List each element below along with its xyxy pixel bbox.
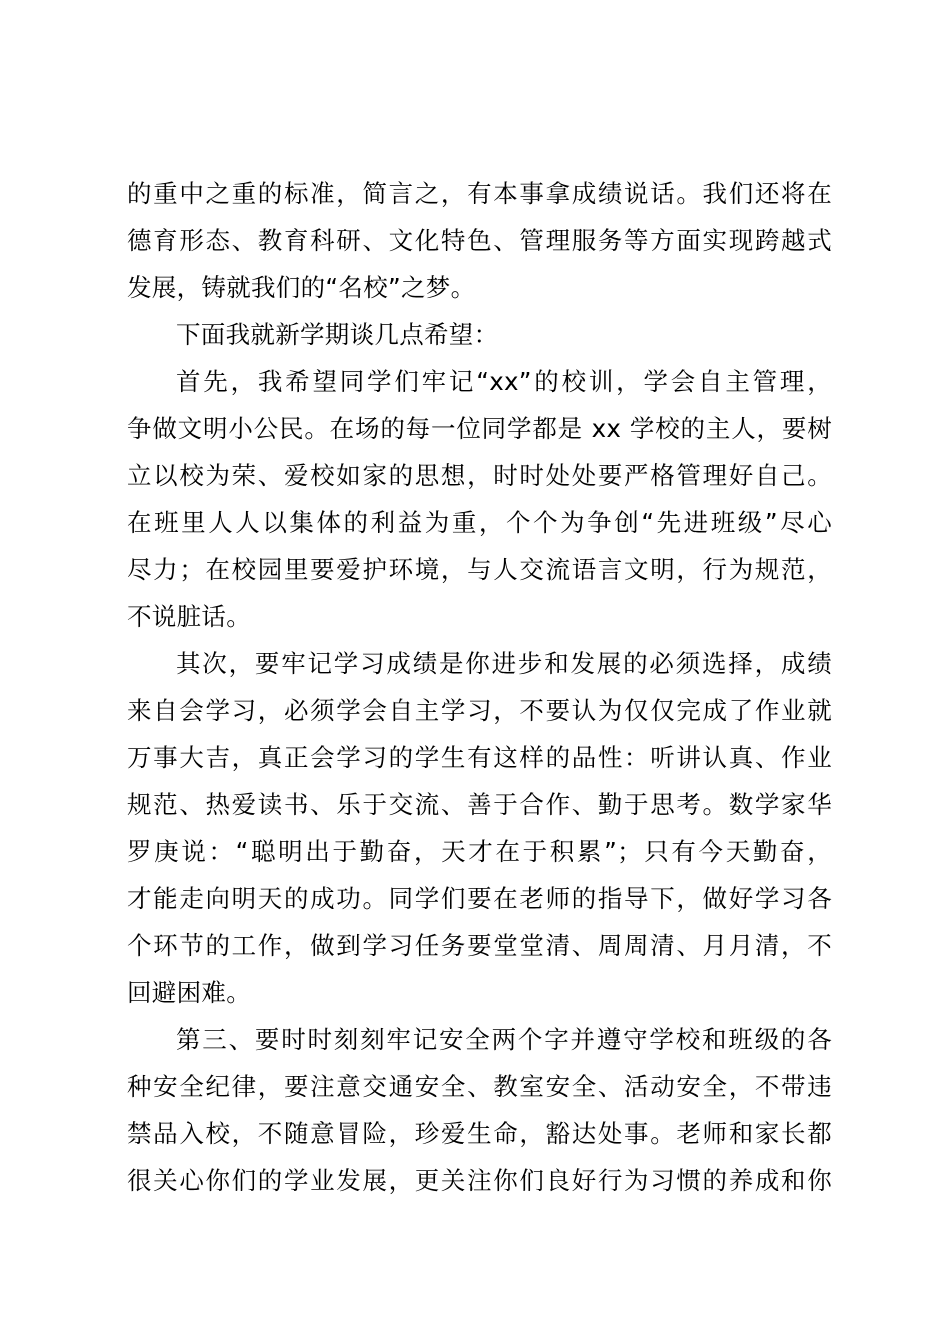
paragraph-4	[127, 640, 832, 1016]
text-line: 德育形态、教育科研、文化特色、管理服务等方面实现跨越式	[127, 226, 832, 255]
text-line: 的重中之重的标准，简言之，有本事拿成绩说话。我们还将在	[127, 179, 832, 208]
text-line: 才能走向明天的成功。同学们要在老师的指导下，做好学习各	[127, 884, 832, 913]
text-line: 其次，要牢记学习成绩是你进步和发展的必须选择，成绩	[176, 649, 832, 678]
text-line: 不说脏话。	[127, 602, 251, 631]
text-line: 罗庚说：“聪明出于勤奋，天才在于积累”；只有今天勤奋，	[127, 837, 832, 866]
document-body	[127, 170, 832, 1204]
text-line: 下面我就新学期谈几点希望：	[176, 320, 499, 349]
text-line: 尽力；在校园里要爱护环境，与人交流语言文明，行为规范，	[127, 555, 832, 584]
text-line: 规范、热爱读书、乐于交流、善于合作、勤于思考。数学家华	[127, 790, 832, 819]
paragraph-5	[127, 1016, 832, 1204]
text-line: 禁品入校，不随意冒险，珍爱生命，豁达处事。老师和家长都	[127, 1119, 832, 1148]
text-line: 立以校为荣、爱校如家的思想，时时处处要严格管理好自己。	[127, 461, 832, 490]
text-line: 发展，铸就我们的“名校”之梦。	[127, 273, 476, 302]
text-line: 回避困难。	[127, 978, 251, 1007]
text-line: 争做文明小公民。在场的每一位同学都是 xx 学校的主人，要树	[127, 414, 832, 443]
text-line: 首先，我希望同学们牢记“xx”的校训，学会自主管理，	[176, 367, 832, 396]
text-line: 种安全纪律，要注意交通安全、教室安全、活动安全，不带违	[127, 1072, 832, 1101]
text-line: 个环节的工作，做到学习任务要堂堂清、周周清、月月清，不	[127, 931, 832, 960]
text-line: 来自会学习，必须学会自主学习，不要认为仅仅完成了作业就	[127, 696, 832, 725]
text-line: 第三、要时时刻刻牢记安全两个字并遵守学校和班级的各	[176, 1025, 832, 1054]
paragraph-2	[127, 311, 832, 358]
paragraph-3	[127, 358, 832, 640]
text-line: 很关心你们的学业发展，更关注你们良好行为习惯的养成和你	[127, 1166, 832, 1195]
paragraph-1	[127, 170, 832, 311]
text-line: 万事大吉，真正会学习的学生有这样的品性：听讲认真、作业	[127, 743, 832, 772]
text-line: 在班里人人以集体的利益为重，个个为争创“先进班级”尽心	[127, 508, 832, 537]
